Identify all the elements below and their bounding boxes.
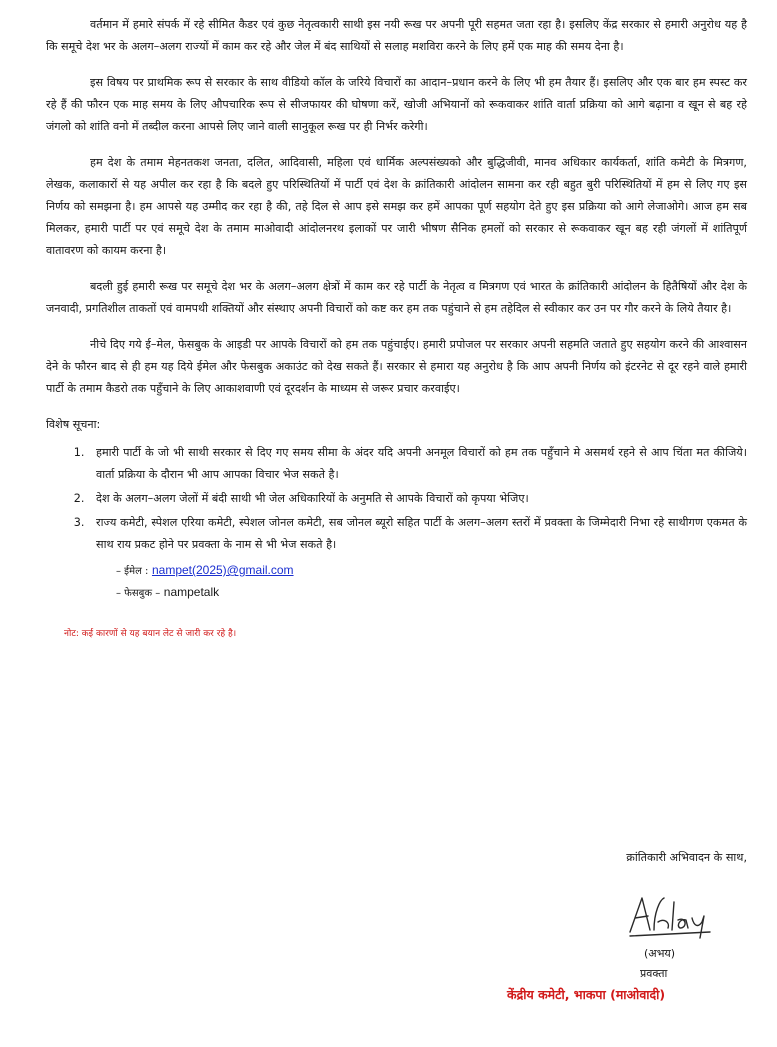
paragraph-3: हम देश के तमाम मेहनतकश जनता, दलित, आदिवासी, महिला एवं धार्मिक अल्पसंख्यको और बुद्धिजीवी, मानव अधिकार कार्यकर्ता, शांति कमेटी के मित्रगण, लेखक, कलाकारों से यह अपील कर रहा है कि बदले हुए परिस्थितियों में पार्टी एवं देश के क्रांतिकारी आंदोलन सामना कर रही बहुत बुरी परिस्थितियों में हम से लिए गए इस निर्णय को समझना है। हम आपसे यह उम्मीद कर रहा है की, तहे दिल से आप इसे समझ कर हमें आपका पूर्ण सहयोग देते हुए इस प्रक्रिया को आगे लेजाओगे। आज हम सब मिलकर, हमारी पार्टी पर एवं समूचे देश के तमाम माओवादी आंदोलनरथ इलाकों पर जारी भीषण सैनिक हमलों को सरकार से रूकवाकर खून बह रही जंगलों में शांतिपूर्ण वातावरण को कायम करना है। [46, 156, 747, 257]
contact-block [116, 560, 747, 604]
signer-name: (अभय) [644, 947, 676, 960]
letter-body [46, 14, 747, 400]
signer-title: प्रवक्ता [640, 967, 668, 980]
paragraph-5: नीचे दिए गये ई–मेल, फेसबुक के आइडी पर आपके विचारों को हम तक पहुंचाईए। हमारी प्रपोजल पर सरकार अपनी सहमति जताते हुए सहयोग करने की आश्वासन देने के फौरन बाद से ही हम यह दिये ईमेल और फेसबुक अकाउंट को देख सकते हैं। सरकार से हमारा यह अनुरोध है कि आप अपनी निर्णय को इंटरनेट से दूर रहने वाले हमारी पार्टी के तमाम कैडरो तक पहुँचाने के लिए आकाशवाणी एवं दूरदर्शन के माध्यम से जरूर प्रचार करवाईए। [46, 338, 747, 395]
facebook-row [116, 582, 747, 604]
paragraph-1: वर्तमान में हमारे संपर्क में रहे सीमित कैडर एवं कुछ नेतृत्वकारी साथी इस नयी रूख पर अपनी पूरी सहमत जता रहा है। इसलिए केंद्र सरकार से हमारी अनुरोध यह है कि समूचे देश भर के अलग–अलग राज्यों में काम कर रहे और जेल में बंद साथियों से सलाह मशविरा करने के लिए हमें एक माह की समय देना है। [46, 18, 747, 53]
facebook-handle: nampetalk [163, 585, 220, 599]
email-label: – ईमेल : [116, 566, 149, 577]
notice-item: 1. हमारी पार्टी के जो भी साथी सरकार से दिए गए समय सीमा के अंदर यदि अपनी अनमूल विचारों को हम तक पहुँचाने मे असमर्थ रहने से आप चिंता मत कीजिये। वार्ता प्रक्रिया के दौरान भी आप आपका विचार भेज सकते है। [88, 442, 747, 486]
signature [620, 892, 720, 942]
notice-item: 2. देश के अलग–अलग जेलों में बंदी साथी भी जेल अधिकारियों के अनुमति से आपके विचारों को कृपया भेजिए। [88, 488, 747, 510]
signer-organization: केंद्रीय कमेटी, भाकपा (माओवादी) [507, 987, 666, 1002]
notice-list [46, 442, 747, 556]
notice-title: विशेष सूचना: [46, 418, 101, 431]
notice-item: 3. राज्य कमेटी, स्पेशल एरिया कमेटी, स्पेशल जोनल कमेटी, सब जोनल ब्यूरो सहित पार्टी के अलग–अलग स्तरों में प्रवक्ता के जिम्मेदारी निभा रहे साथीगण एकमत के साथ राय प्रकट होने पर प्रवक्ता के नाम से भी भेज सकते है। [88, 512, 747, 556]
closing-salutation: क्रांतिकारी अभिवादन के साथ, [626, 851, 747, 864]
late-release-note: नोट: कई कारणों से यह बयान लेट से जारी कर रहे है। [64, 629, 237, 639]
facebook-label: – फेसबुक – [116, 588, 161, 599]
email-link[interactable]: nampet(2025)@gmail.com [151, 563, 294, 577]
paragraph-2: इस विषय पर प्राथमिक रूप से सरकार के साथ वीडियो कॉल के जरिये विचारों का आदान–प्रधान करने के लिए भी हम तैयार हैं। इसलिए और एक बार हम स्पस्ट कर रहे हैं की फौरन एक माह समय के लिए औपचारिक रूप से सीजफायर की घोषणा करें, खोजी अभियानों को रूकवाकर शांति वार्ता प्रक्रिया को आगे बढ़ाना व खून से बह रहे जंगलो को शांति वनो में तब्दील करना आपसे लिए जाने वाली सानुकूल रूख पर ही निर्भर करेगी। [46, 76, 747, 133]
email-row [116, 560, 747, 582]
signature-text: Abhay [620, 892, 624, 893]
paragraph-4: बदली हुई हमारी रूख पर समूचे देश भर के अलग–अलग क्षेत्रों में काम कर रहे पार्टी के नेतृत्व व मित्रगण एवं भारत के क्रांतिकारी आंदोलन के हितैषियों और देश के जनवादी, प्रगतिशील ताकतों एवं वामपथी शक्तियों और संस्थाए अपनी विचारों को कष्ट कर हम तक पहुंचाने से हम तहेदिल से स्वीकार कर उन पर गौर करने के लिये तैयार है। [46, 280, 747, 315]
